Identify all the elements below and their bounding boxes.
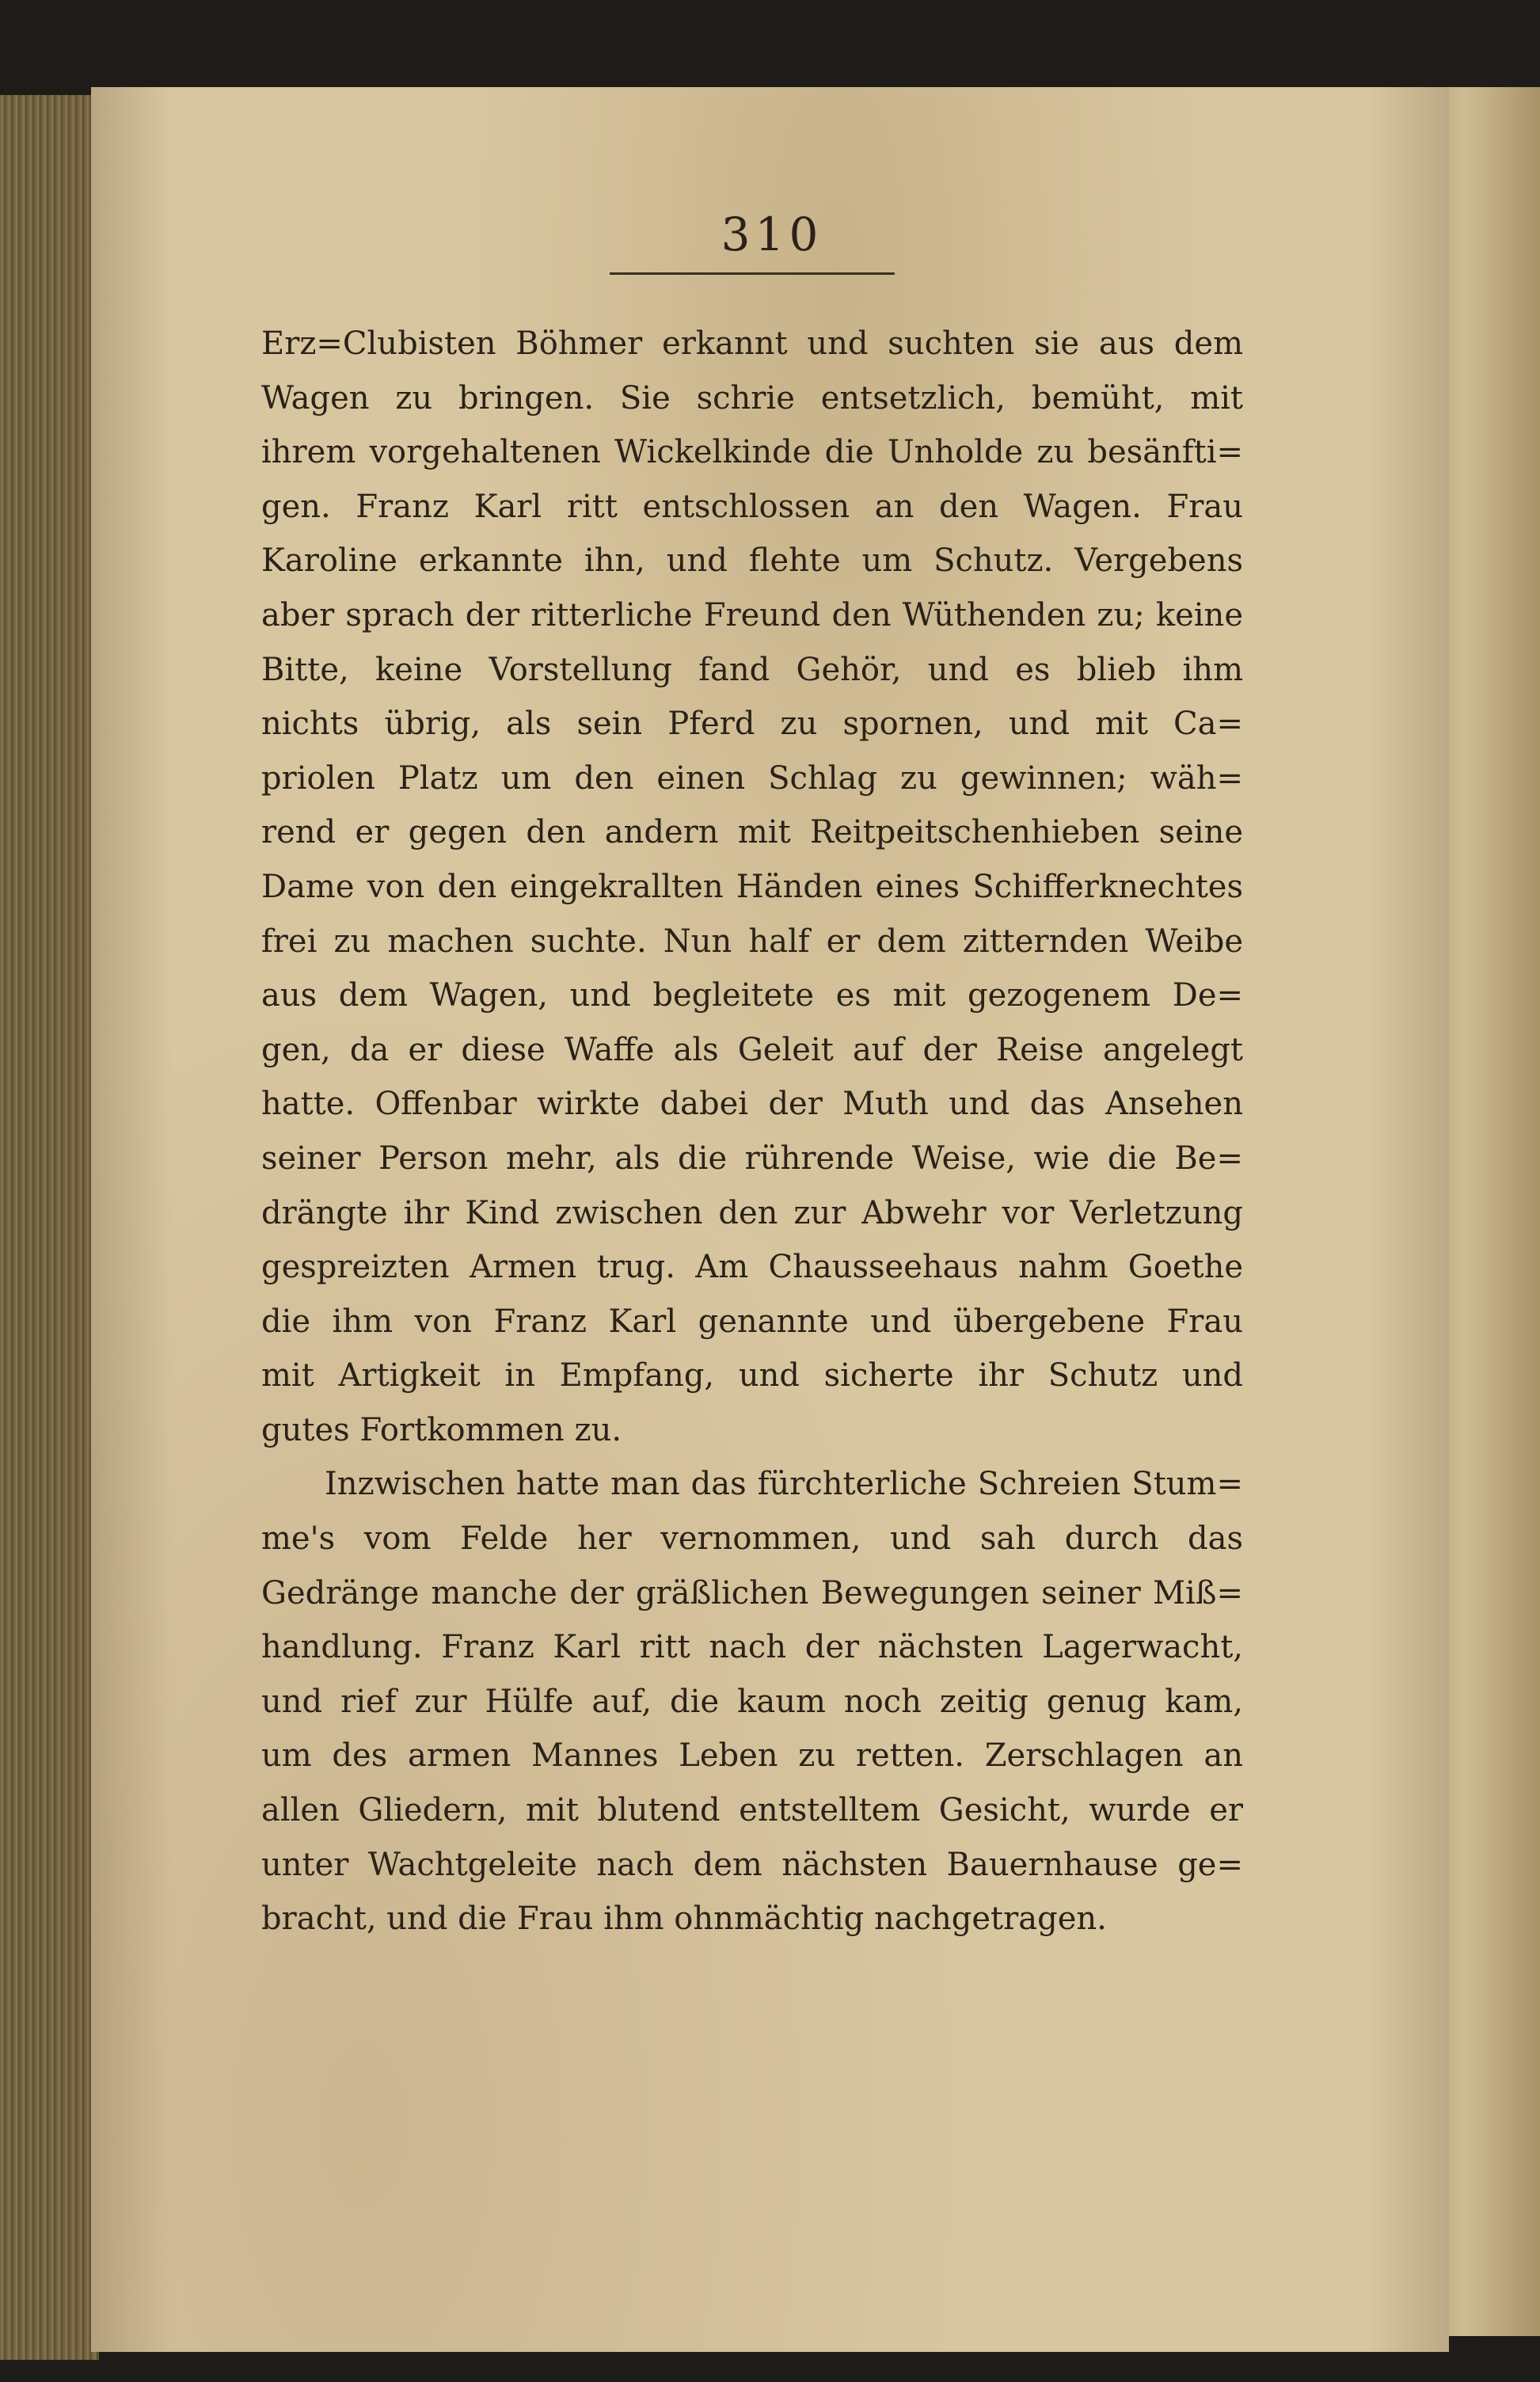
text-line: allen Gliedern, mit blutend entstelltem Gesicht, wurde er	[261, 1792, 1243, 1829]
text-line: Wagen zu bringen. Sie schrie entsetzlich, bemüht, mit	[261, 379, 1243, 417]
text-line: gen. Franz Karl ritt entschlossen an den Wagen. Frau	[261, 488, 1243, 525]
text-line: um des armen Mannes Leben zu retten. Zerschlagen an	[261, 1737, 1243, 1775]
text-line: Dame von den eingekrallten Händen eines Schifferknechtes	[261, 868, 1243, 905]
text-line: aus dem Wagen, und begleitete es mit gezogenem De=	[261, 977, 1243, 1014]
header-rule	[610, 272, 895, 275]
text-line: handlung. Franz Karl ritt nach der nächsten Lagerwacht,	[261, 1629, 1243, 1666]
body-text	[261, 317, 1243, 1946]
text-line: gen, da er diese Waffe als Geleit auf der Reise angelegt	[261, 1031, 1243, 1068]
text-line: rend er gegen den andern mit Reitpeitschenhieben seine	[261, 814, 1243, 851]
text-line: gespreizten Armen trug. Am Chausseehaus nahm Goethe	[261, 1249, 1243, 1286]
text-line: mit Artigkeit in Empfang, und sicherte ihr Schutz und	[261, 1357, 1243, 1395]
text-line: Bitte, keine Vorstellung fand Gehör, und es blieb ihm	[261, 651, 1243, 688]
text-line: die ihm von Franz Karl genannte und übergebene Frau	[261, 1303, 1243, 1340]
text-line: Gedränge manche der gräßlichen Bewegungen seiner Miß=	[261, 1574, 1243, 1611]
book-page-edges	[0, 95, 99, 2360]
paragraph	[261, 1457, 1243, 1946]
text-line: ihrem vorgehaltenen Wickelkinde die Unholde zu besänfti=	[261, 434, 1243, 471]
paragraph	[261, 317, 1243, 1457]
text-line: me's vom Felde her vernommen, und sah durch das	[261, 1520, 1243, 1558]
text-line: aber sprach der ritterliche Freund den Wüthenden zu; keine	[261, 596, 1243, 634]
text-line: frei zu machen suchte. Nun half er dem zitternden Weibe	[261, 923, 1243, 960]
text-line: drängte ihr Kind zwischen den zur Abwehr vor Verletzung	[261, 1194, 1243, 1231]
text-line: gutes Fortkommen zu.	[261, 1411, 622, 1448]
text-line: Karoline erkannte ihn, und flehte um Schutz. Vergebens	[261, 542, 1243, 580]
text-line: und rief zur Hülfe auf, die kaum noch zeitig genug kam,	[261, 1683, 1243, 1720]
text-line: Inzwischen hatte man das fürchterliche Schreien Stum=	[325, 1466, 1243, 1503]
text-line: priolen Platz um den einen Schlag zu gewinnen; wäh=	[261, 759, 1243, 797]
text-line: bracht, und die Frau ihm ohnmächtig nachgetragen.	[261, 1901, 1107, 1938]
text-line: nichts übrig, als sein Pferd zu spornen, und mit Ca=	[261, 706, 1243, 743]
text-line: seiner Person mehr, als die rührende Weise, wie die Be=	[261, 1140, 1243, 1177]
text-line: hatte. Offenbar wirkte dabei der Muth und das Ansehen	[261, 1086, 1243, 1123]
text-line: Erz=Clubisten Böhmer erkannt und suchten sie aus dem	[261, 325, 1243, 362]
page-number: 310	[721, 207, 823, 261]
text-line: unter Wachtgeleite nach dem nächsten Bauernhause ge=	[261, 1846, 1243, 1883]
